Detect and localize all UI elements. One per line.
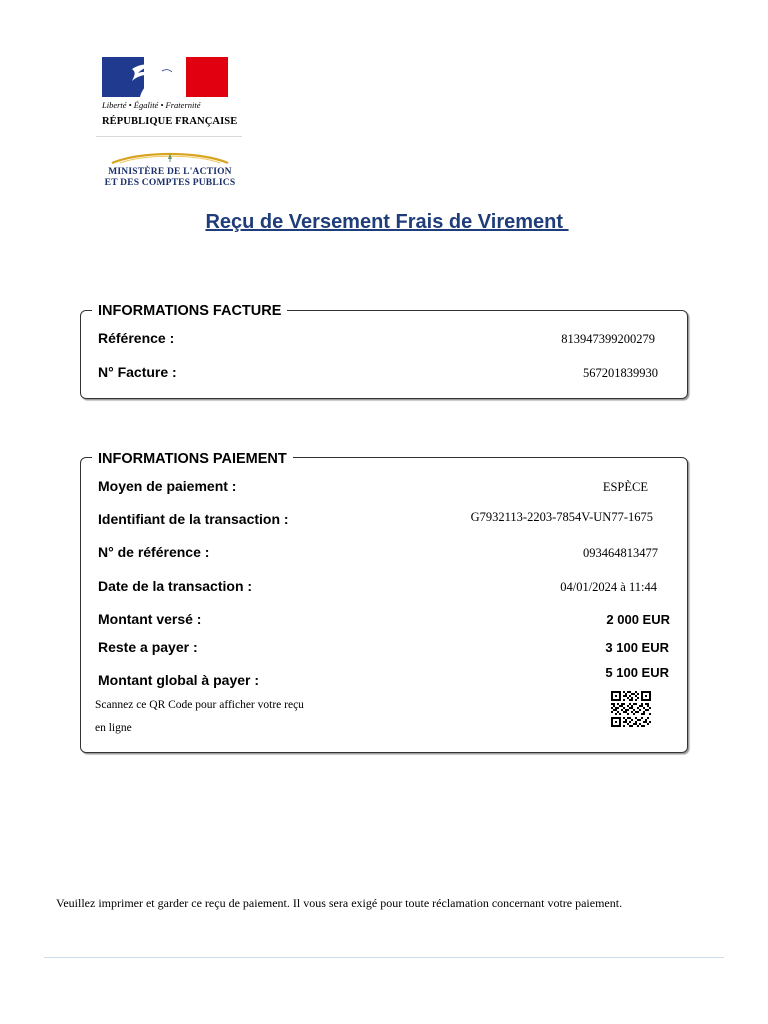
qr-note-line-1: Scannez ce QR Code pour afficher votre reçu (95, 699, 304, 711)
invoice-number-label: N° Facture : (98, 364, 177, 380)
qr-note-line-2: en ligne (95, 722, 132, 734)
transaction-id-value: G7932113-2203-7854V-UN77-1675 (470, 510, 653, 524)
footer-divider (44, 957, 724, 958)
reference-number-label: N° de référence : (98, 544, 210, 560)
total-label: Montant global à payer : (98, 672, 260, 688)
ministry-name (92, 167, 248, 188)
transaction-date-label: Date de la transaction : (98, 578, 253, 594)
invoice-info-legend: INFORMATIONS FACTURE (92, 303, 287, 319)
logo-divider (96, 136, 242, 137)
footer-note: Veuillez imprimer et garder ce reçu de paiement. Il vous sera exigé pour toute réclamation concernant votre paiement. (56, 896, 623, 910)
qr-code-icon[interactable] (611, 691, 651, 727)
payment-info-legend: INFORMATIONS PAIEMENT (92, 451, 293, 467)
reference-number-value: 093464813477 (583, 546, 658, 560)
republique-francaise-logo (96, 52, 242, 140)
amount-paid-label: Montant versé : (98, 611, 202, 627)
republic-motto: Liberté • Égalité • Fraternité (102, 100, 201, 110)
remaining-label: Reste a payer : (98, 639, 198, 655)
payment-method-value: ESPÈCE (602, 480, 648, 494)
page-title: Reçu de Versement Frais de Virement (205, 211, 569, 233)
total-value: 5 100 EUR (605, 665, 669, 680)
transaction-date-value: 04/01/2024 à 11:44 (560, 580, 657, 594)
reference-label: Référence : (98, 330, 175, 346)
ministry-line-1: MINISTÈRE DE L'ACTION (108, 167, 232, 177)
amount-paid-value: 2 000 EUR (606, 612, 670, 627)
republic-name: RÉPUBLIQUE FRANÇAISE (102, 116, 238, 127)
transaction-id-label: Identifiant de la transaction : (98, 511, 289, 527)
reference-value: 813947399200279 (561, 332, 655, 346)
payment-method-label: Moyen de paiement : (98, 478, 237, 494)
ministry-logo (92, 150, 248, 194)
ministry-arc-icon (110, 150, 230, 164)
invoice-number-value: 567201839930 (583, 366, 658, 380)
ministry-line-2: ET DES COMPTES PUBLICS (104, 177, 236, 188)
invoice-info-box (80, 310, 688, 399)
marianne-flag-icon (102, 57, 228, 97)
remaining-value: 3 100 EUR (605, 640, 669, 655)
